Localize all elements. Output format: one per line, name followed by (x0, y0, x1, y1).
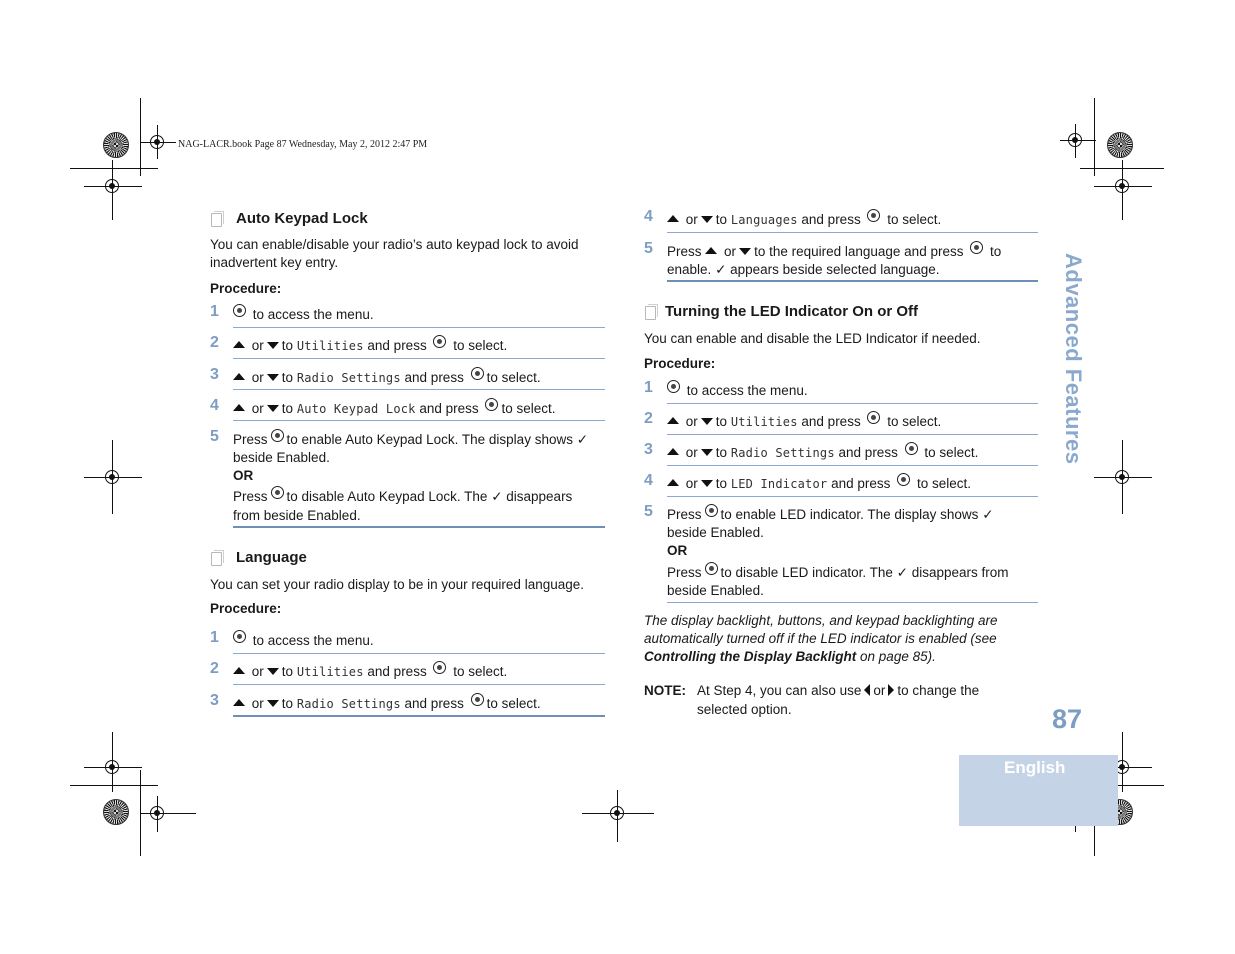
checkmark-icon: ✓ (576, 432, 589, 447)
step-5-line-3: Press to disable Auto Keypad Lock. The ✓ disappears (233, 486, 572, 506)
ok-button-icon (970, 241, 983, 254)
ok-button-icon (271, 429, 284, 442)
arrow-up-icon (233, 373, 245, 380)
note-text-2: selected option. (697, 702, 792, 717)
ok-button-icon (271, 486, 284, 499)
section-icon (211, 213, 222, 227)
ok-button-icon (471, 367, 484, 380)
ok-button-icon (867, 209, 880, 222)
step-3: 3 or to Radio Settings and press to select. (644, 441, 979, 460)
checkmark-icon: ✓ (896, 565, 908, 580)
step-2: 2 or to Utilities and press to select. (210, 334, 508, 353)
arrow-up-icon (233, 404, 245, 411)
or-label: OR (233, 468, 254, 483)
checkmark-icon: ✓ (982, 507, 994, 522)
step-4: 4 or to LED Indicator and press to select. (644, 472, 971, 491)
ok-button-icon (233, 304, 246, 317)
registration-target-icon (105, 470, 119, 484)
step-5: 5 Press to enable Auto Keypad Lock. The display shows ✓ (210, 428, 589, 447)
registration-target-icon (1115, 179, 1129, 193)
step-5: 5 Press to enable LED indicator. The display shows ✓ (644, 503, 994, 522)
auto-keypad-intro-1: You can enable/disable your radio’s auto keypad lock to avoid (210, 237, 579, 252)
rosette-icon (1107, 132, 1133, 158)
ok-button-icon (867, 411, 880, 424)
ok-button-icon (433, 661, 446, 674)
arrow-left-icon (864, 684, 870, 696)
led-intro: You can enable and disable the LED Indicator if needed. (644, 331, 981, 346)
cross-reference-link[interactable]: Controlling the Display Backlight (644, 649, 857, 664)
arrow-up-icon (667, 448, 679, 455)
arrow-down-icon (701, 418, 713, 425)
section-title-language: Language (236, 549, 307, 566)
arrow-down-icon (739, 248, 751, 255)
section-icon (211, 552, 222, 566)
step-4: 4 or to Auto Keypad Lock and press to select. (210, 397, 556, 416)
step-1: 1 to access the menu. (210, 303, 374, 322)
led-note-italic-3: Controlling the Display Backlight on page 85). (644, 649, 936, 664)
arrow-right-icon (888, 684, 894, 696)
arrow-down-icon (267, 342, 279, 349)
ok-button-icon (705, 504, 718, 517)
language-tab-label: English (1004, 758, 1066, 777)
step-5-line-2: beside Enabled. (667, 525, 764, 540)
ok-button-icon (905, 442, 918, 455)
ok-button-icon (705, 562, 718, 575)
arrow-down-icon (267, 700, 279, 707)
section-title-led-indicator: Turning the LED Indicator On or Off (665, 303, 919, 320)
registration-target-icon (1068, 133, 1082, 147)
procedure-label: Procedure: (210, 281, 282, 296)
auto-keypad-intro-2: inadvertent key entry. (210, 255, 339, 270)
arrow-up-icon (233, 667, 245, 674)
checkmark-icon: ✓ (715, 262, 727, 277)
arrow-up-icon (233, 699, 245, 706)
language-step-5: 5 Press or to the required language and press to (644, 240, 1002, 259)
checkmark-icon: ✓ (491, 489, 503, 504)
procedure-label: Procedure: (644, 356, 716, 371)
section-icon (645, 306, 656, 320)
procedure-label: Procedure: (210, 601, 282, 616)
arrow-down-icon (267, 374, 279, 381)
step-5-line-4: from beside Enabled. (233, 508, 361, 523)
page-number: 87 (1052, 704, 1083, 734)
book-file-info: NAG-LACR.book Page 87 Wednesday, May 2, 2012 2:47 PM (178, 139, 428, 150)
step-2: 2 or to Utilities and press to select. (210, 660, 508, 679)
arrow-down-icon (267, 405, 279, 412)
language-intro: You can set your radio display to be in your required language. (210, 577, 584, 592)
registration-target-icon (150, 806, 164, 820)
step-2: 2 or to Utilities and press to select. (644, 410, 942, 429)
registration-target-icon (105, 760, 119, 774)
registration-target-icon (1115, 470, 1129, 484)
ok-button-icon (485, 398, 498, 411)
led-note-italic-1: The display backlight, buttons, and keypad backlighting are (644, 613, 998, 628)
registration-target-icon (610, 806, 624, 820)
registration-target-icon (105, 179, 119, 193)
arrow-up-icon (705, 247, 717, 254)
note-text-1: At Step 4, you can also use or to change the (697, 683, 980, 698)
step-3: 3 or to Radio Settings and press to select. (210, 692, 541, 711)
ok-button-icon (471, 693, 484, 706)
ok-button-icon (897, 473, 910, 486)
step-1: 1 to access the menu. (644, 379, 808, 398)
rosette-icon (103, 132, 129, 158)
step-5-line-3: Press to disable LED indicator. The ✓ disappears from (667, 562, 1009, 582)
arrow-up-icon (667, 417, 679, 424)
step-5-line-2: beside Enabled. (233, 450, 330, 465)
rosette-icon (103, 799, 129, 825)
ok-button-icon (233, 630, 246, 643)
arrow-up-icon (667, 479, 679, 486)
note-label: NOTE: (644, 683, 686, 698)
led-note-italic-2: automatically turned off if the LED indicator is enabled (see (644, 631, 997, 646)
ok-button-icon (433, 335, 446, 348)
chapter-side-title: Advanced Features (1061, 253, 1086, 465)
language-step-4: 4 or to Languages and press to select. (644, 208, 942, 227)
language-step-5-line-2: enable. ✓ appears beside selected language. (667, 262, 940, 277)
arrow-up-icon (233, 341, 245, 348)
arrow-down-icon (267, 668, 279, 675)
arrow-down-icon (701, 480, 713, 487)
step-3: 3 or to Radio Settings and press to select. (210, 366, 541, 385)
step-5-line-4: beside Enabled. (667, 583, 764, 598)
or-label: OR (667, 543, 688, 558)
arrow-down-icon (701, 449, 713, 456)
arrow-down-icon (701, 216, 713, 223)
section-title-auto-keypad-lock: Auto Keypad Lock (236, 210, 368, 227)
arrow-up-icon (667, 215, 679, 222)
step-1: 1 to access the menu. (210, 629, 374, 648)
registration-target-icon (150, 135, 164, 149)
ok-button-icon (667, 380, 680, 393)
